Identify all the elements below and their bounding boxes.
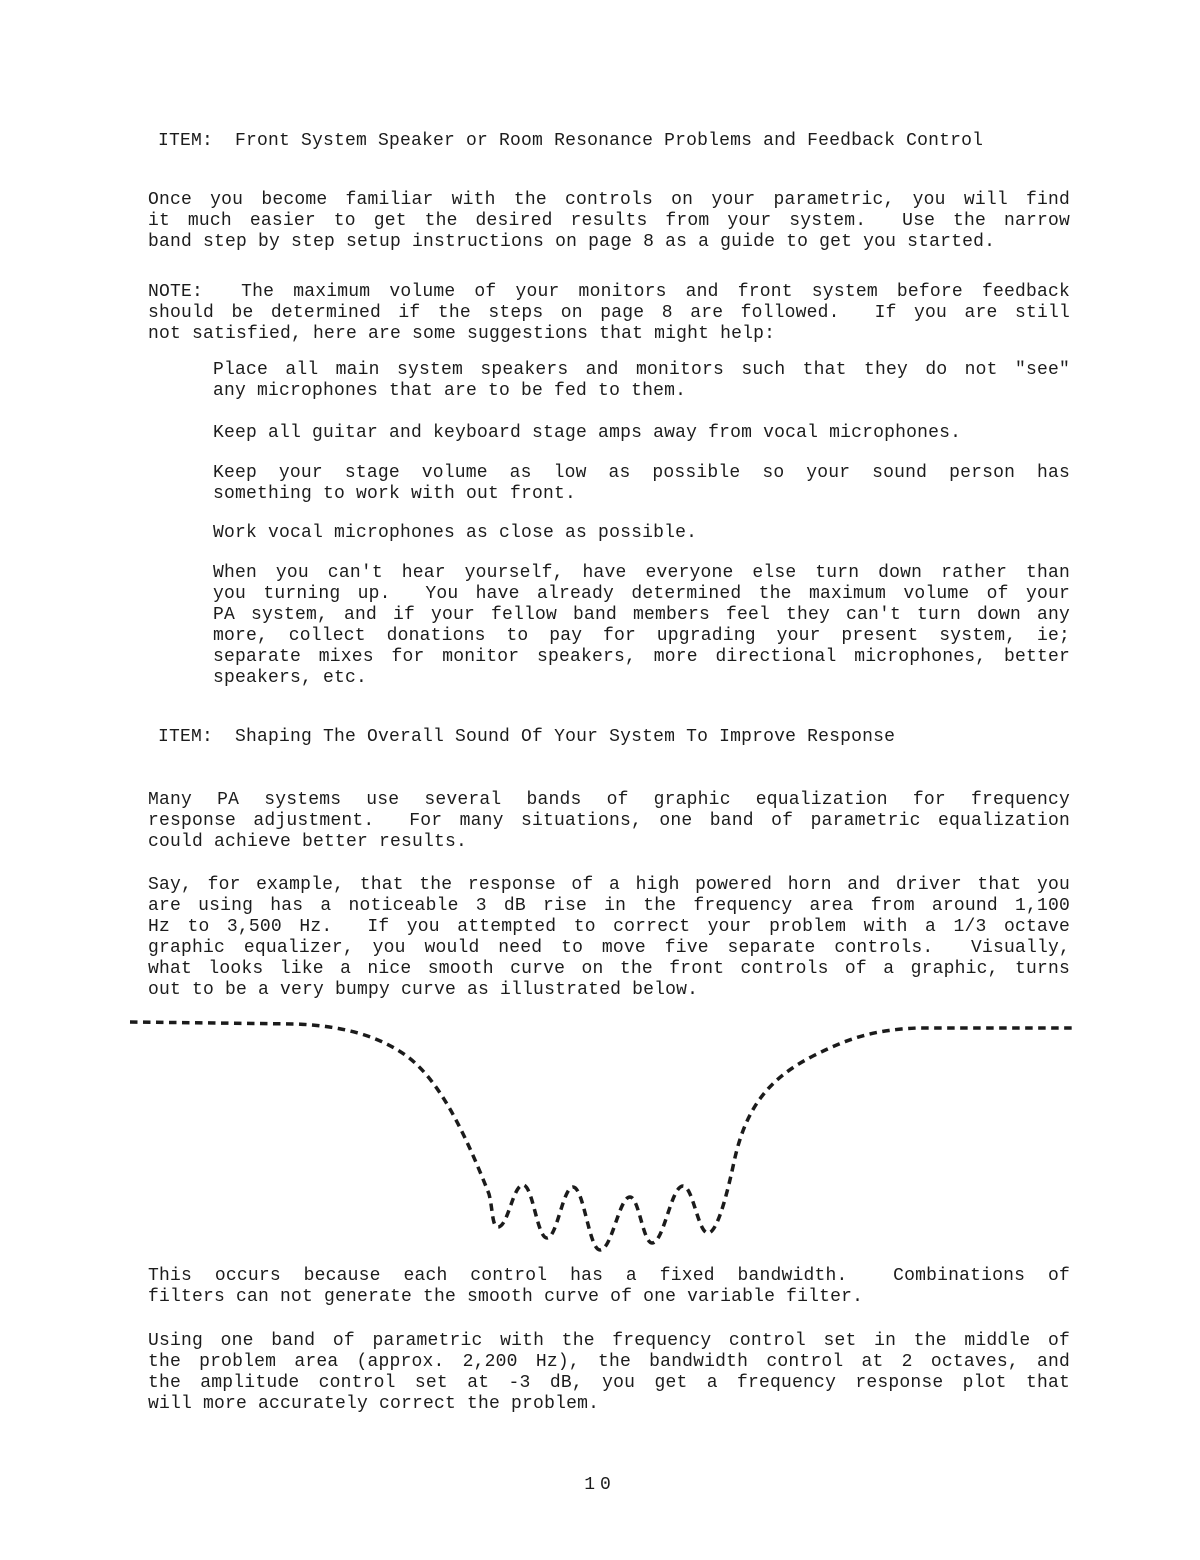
text-line: Hz to 3,500 Hz. If you attempted to correct your problem with a 1/3 octave	[148, 917, 1070, 937]
item-heading-2	[158, 727, 1080, 748]
text-line: Work vocal microphones as close as possible.	[213, 523, 698, 543]
dashed-response-curve	[130, 1022, 1073, 1250]
para-graphic-eq	[148, 790, 1070, 853]
text-line: will more accurately correct the problem.	[148, 1394, 600, 1414]
text-line: you turning up. You have already determined the maximum volume of your	[213, 584, 1070, 604]
text-line: separate mixes for monitor speakers, more directional microphones, better	[213, 647, 1070, 667]
text-line: speakers, etc.	[213, 668, 368, 688]
para-note	[148, 282, 1070, 345]
text-line: Many PA systems use several bands of graphic equalization for frequency	[148, 790, 1070, 810]
heading-line: ITEM: Shaping The Overall Sound Of Your System To Improve Response	[158, 727, 896, 747]
text-line: Keep your stage volume as low as possible so your sound person has	[213, 463, 1070, 483]
text-line: band step by step setup instructions on page 8 as a guide to get you started.	[148, 232, 996, 252]
text-line: the amplitude control set at -3 dB, you get a frequency response plot that	[148, 1373, 1070, 1393]
para-fixed-bandwidth	[148, 1266, 1070, 1308]
text-line: NOTE: The maximum volume of your monitors and front system before feedback	[148, 282, 1070, 302]
text-line: could achieve better results.	[148, 832, 468, 852]
text-line: should be determined if the steps on page 8 are followed. If you are still	[148, 303, 1070, 323]
text-line: Say, for example, that the response of a high powered horn and driver that you	[148, 875, 1070, 895]
text-line: something to work with out front.	[213, 484, 577, 504]
para-horn-example	[148, 875, 1070, 1001]
suggestion-stage-volume	[213, 463, 1070, 505]
text-line: out to be a very bumpy curve as illustrated below.	[148, 980, 699, 1000]
text-line: not satisfied, here are some suggestions that might help:	[148, 324, 776, 344]
text-line: This occurs because each control has a fixed bandwidth. Combinations of	[148, 1266, 1070, 1286]
text-line: PA system, and if your fellow band members feel they can't turn down any	[213, 605, 1070, 625]
para-parametric-solution	[148, 1331, 1070, 1415]
text-line: are using has a noticeable 3 dB rise in the frequency area from around 1,100	[148, 896, 1070, 916]
suggestion-turn-down	[213, 563, 1070, 689]
bumpy-curve-figure	[125, 1008, 1085, 1268]
text-line: it much easier to get the desired results from your system. Use the narrow	[148, 211, 1070, 231]
page-number: 10	[584, 1475, 616, 1495]
text-line: what looks like a nice smooth curve on the front controls of a graphic, turns	[148, 959, 1070, 979]
text-line: the problem area (approx. 2,200 Hz), the bandwidth control at 2 octaves, and	[148, 1352, 1070, 1372]
suggestion-speaker-placement	[213, 360, 1070, 402]
text-line: filters can not generate the smooth curve of one variable filter.	[148, 1287, 864, 1307]
text-line: more, collect donations to pay for upgrading your present system, ie;	[213, 626, 1070, 646]
suggestion-stage-amps	[213, 423, 1070, 444]
heading-line: ITEM: Front System Speaker or Room Resonance Problems and Feedback Control	[158, 131, 984, 151]
text-line: Keep all guitar and keyboard stage amps away from vocal microphones.	[213, 423, 962, 443]
text-line: Place all main system speakers and monitors such that they do not "see"	[213, 360, 1070, 380]
item-heading-1	[158, 131, 1080, 152]
para-intro	[148, 190, 1070, 253]
text-line: graphic equalizer, you would need to move five separate controls. Visually,	[148, 938, 1070, 958]
suggestion-work-close	[213, 523, 1070, 544]
text-line: Using one band of parametric with the frequency control set in the middle of	[148, 1331, 1070, 1351]
text-line: Once you become familiar with the controls on your parametric, you will find	[148, 190, 1070, 210]
text-line: any microphones that are to be fed to them.	[213, 381, 687, 401]
text-line: When you can't hear yourself, have everyone else turn down rather than	[213, 563, 1070, 583]
text-line: response adjustment. For many situations, one band of parametric equalization	[148, 811, 1070, 831]
